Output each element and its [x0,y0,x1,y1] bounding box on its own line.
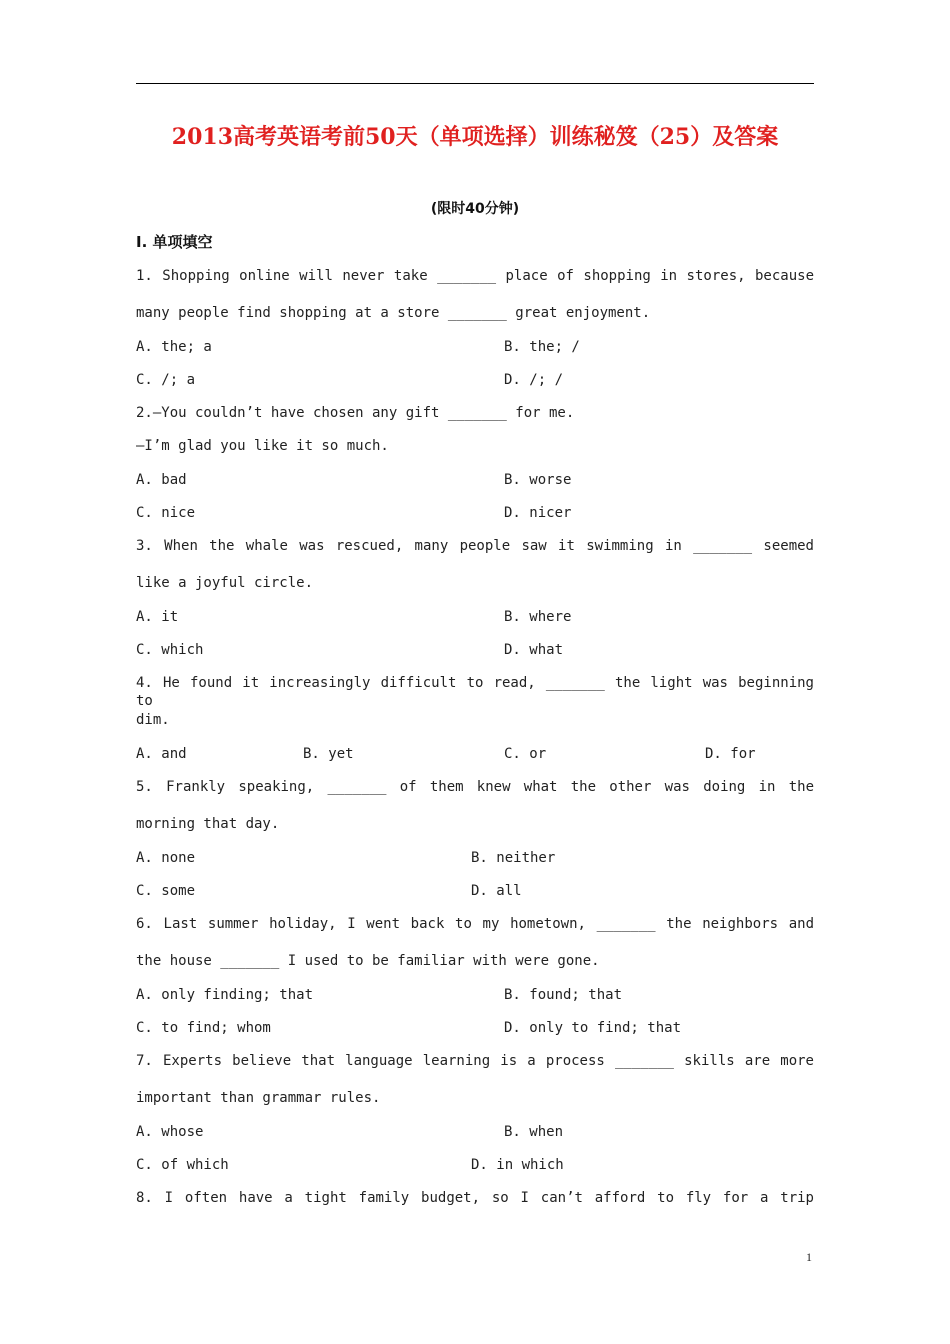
q6-option-d: D. only to find; that [504,1020,682,1036]
q4-option-a: A. and [136,746,187,762]
question-1-line-1: 1. Shopping online will never take _______ place of shopping in stores, because [136,268,814,284]
q3-option-b: B. where [504,609,572,625]
section-heading: Ⅰ. 单项填空 [136,233,213,251]
time-limit: (限时40分钟) [430,201,520,217]
question-4-line-1: 4. He found it increasingly difficult to read, _______ the light was beginning to [136,675,814,709]
q1-option-b: B. the; / [504,339,580,355]
question-3-line-2: like a joyful circle. [136,575,314,591]
q5-option-c: C. some [136,883,196,899]
q6-option-b: B. found; that [504,987,623,1003]
q3-option-d: D. what [504,642,564,658]
q7-option-c: C. of which [136,1157,229,1173]
q7-option-a: A. whose [136,1124,204,1140]
question-5-line-2: morning that day. [136,816,280,832]
q4-option-d: D. for [705,746,756,762]
question-6-line-2: the house _______ I used to be familiar with were gone. [136,953,600,969]
question-8-line-1: 8. I often have a tight family budget, so I can’t afford to fly for a trip [136,1190,814,1206]
q2-option-b: B. worse [504,472,572,488]
question-7-line-1: 7. Experts believe that language learning is a process _______ skills are more [136,1053,814,1069]
q4-option-b: B. yet [303,746,354,762]
q5-option-a: A. none [136,850,196,866]
q3-option-a: A. it [136,609,179,625]
question-4-line-2: dim. [136,712,170,728]
q2-option-c: C. nice [136,505,196,521]
q3-option-c: C. which [136,642,204,658]
q7-option-d: D. in which [471,1157,564,1173]
q2-option-d: D. nicer [504,505,572,521]
question-2-line-2: —I’m glad you like it so much. [136,438,389,454]
page-number: 1 [806,1250,812,1264]
question-3-line-1: 3. When the whale was rescued, many people saw it swimming in _______ seemed [136,538,814,554]
page-title: 2013高考英语考前50天（单项选择）训练秘笈（25）及答案 [171,124,779,150]
q6-option-c: C. to find; whom [136,1020,271,1036]
question-1-line-2: many people find shopping at a store _______ great enjoyment. [136,305,651,321]
q5-option-b: B. neither [471,850,556,866]
question-5-line-1: 5. Frankly speaking, _______ of them knew what the other was doing in the [136,779,814,795]
q7-option-b: B. when [504,1124,564,1140]
q5-option-d: D. all [471,883,522,899]
header-rule [136,83,814,84]
question-7-line-2: important than grammar rules. [136,1090,381,1106]
question-6-line-1: 6. Last summer holiday, I went back to my hometown, _______ the neighbors and [136,916,814,932]
q1-option-d: D. /; / [504,372,564,388]
question-2-line-1: 2.—You couldn’t have chosen any gift _______ for me. [136,405,575,421]
q2-option-a: A. bad [136,472,187,488]
q1-option-a: A. the; a [136,339,212,355]
q4-option-c: C. or [504,746,547,762]
q1-option-c: C. /; a [136,372,196,388]
q6-option-a: A. only finding; that [136,987,314,1003]
